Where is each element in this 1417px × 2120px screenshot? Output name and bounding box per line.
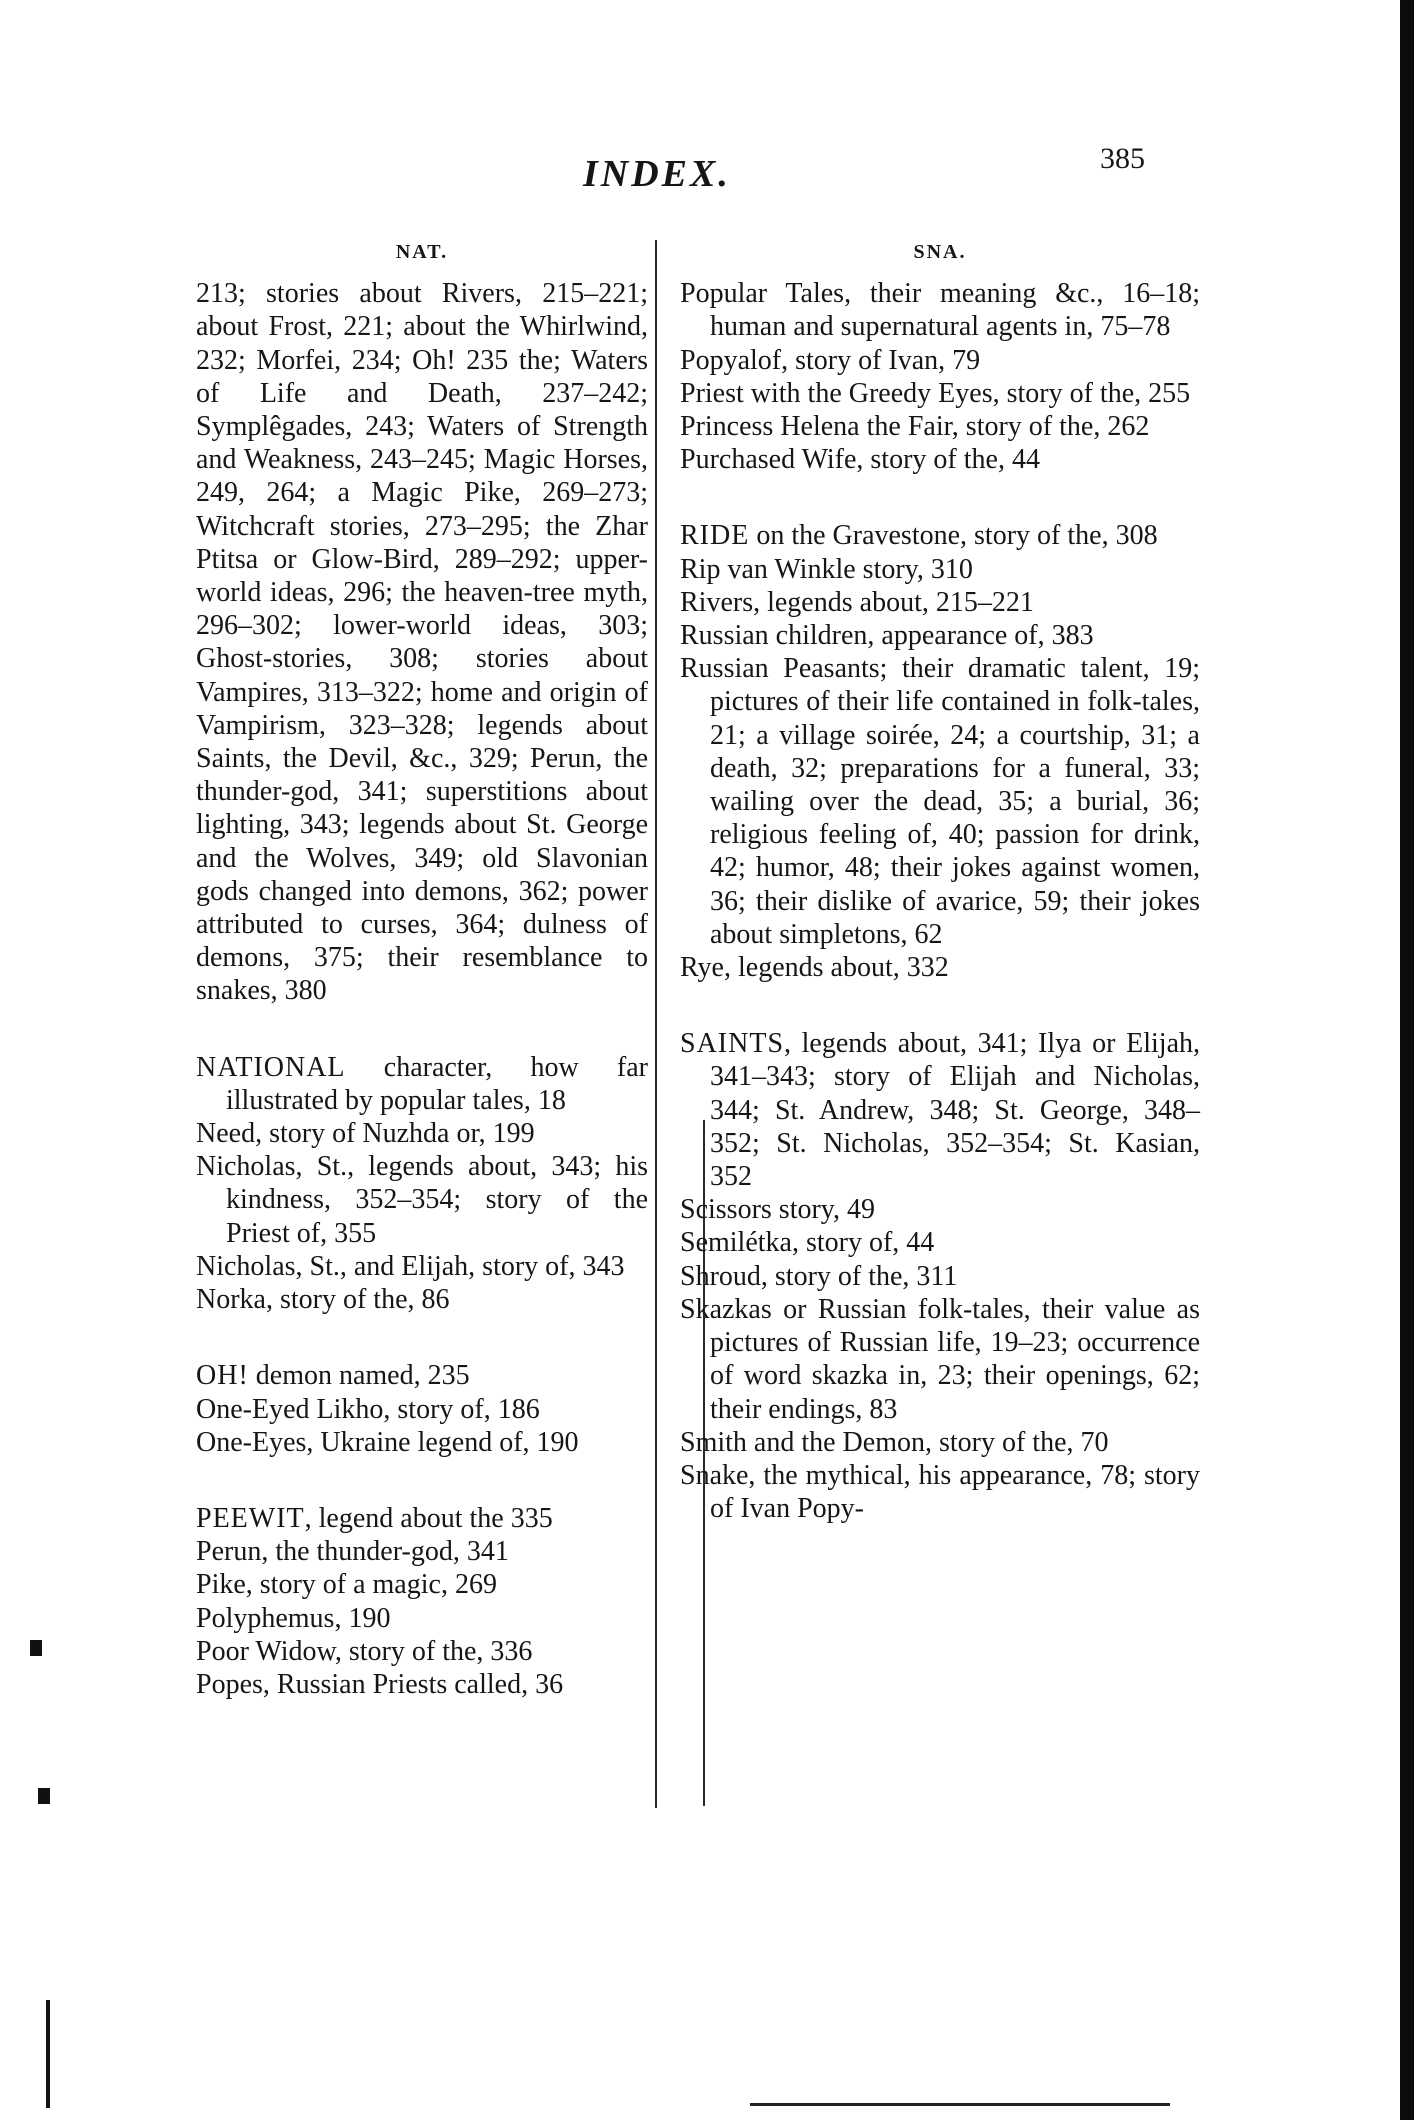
index-entry: Rip van Winkle story, 310 bbox=[680, 553, 973, 585]
index-entry: SAINTS, legends about, 341; Ilya or Elijah, 341–343; story of Elijah and Nicholas, 344; St. Andrew, 348; St. George, 348–352; St. Nicholas, 352–354; St. Kasian, 352 bbox=[680, 1028, 1200, 1193]
index-entry: One-Eyed Likho, story of, 186 bbox=[196, 1393, 540, 1425]
index-column-left bbox=[196, 236, 648, 1701]
index-entry: Rye, legends about, 332 bbox=[680, 952, 949, 984]
index-entry: Princess Helena the Fair, story of the, 262 bbox=[680, 411, 1150, 443]
index-entry: Russian Peasants; their dramatic talent, 19; pictures of their life contained in folk-tales, 21; a village soirée, 24; a courtship, 31; a death, 32; preparations for a funeral, 33; wailing over the dead, 35; a burial, 36; religious feeling of, 40; passion for drink, 42; humor, 48; their jokes against women, 36; their dislike of avarice, 59; their jokes about simpletons, 62 bbox=[680, 653, 1200, 950]
index-entry: Need, story of Nuzhda or, 199 bbox=[196, 1118, 535, 1150]
page-header bbox=[0, 136, 1417, 196]
continued-entry: 213; stories about Rivers, 215–221; about Frost, 221; about the Whirlwind, 232; Morfei, 234; Oh! 235 the; Waters of Life and Death, 237–242; Symplêgades, 243; Waters of Strength and Weakness, 243–245; Magic Horses, 249, 264; a Magic Pike, 269–273; Witchcraft stories, 273–295; the Zhar Ptitsa or Glow-Bird, 289–292; upper-world ideas, 296; the heaven-tree myth, 296–302; lower-world ideas, 303; Ghost-stories, 308; stories about Vampires, 313–322; home and origin of Vampirism, 323–328; legends about Saints, the Devil, &c., 329; Perun, the thunder-god, 341; superstitions about lighting, 343; legends about St. George and the Wolves, 349; old Slavonian gods changed into demons, 362; power attributed to curses, 364; dulness of demons, 375; their resemblance to snakes, 380 bbox=[196, 278, 648, 1007]
index-entry: Nicholas, St., and Elijah, story of, 343 bbox=[196, 1250, 625, 1282]
index-entry: Norka, story of the, 86 bbox=[196, 1284, 450, 1316]
column-head: SNA. bbox=[913, 241, 967, 263]
page-number: 385 bbox=[1100, 142, 1145, 175]
margin-stroke bbox=[46, 2000, 50, 2108]
index-section-r bbox=[680, 519, 1200, 984]
page-title: INDEX. bbox=[583, 153, 731, 195]
index-entry: Russian children, appearance of, 383 bbox=[680, 620, 1094, 652]
index-section-p bbox=[680, 277, 1200, 476]
index-entry: Scissors story, 49 bbox=[680, 1194, 875, 1226]
index-column-right bbox=[680, 236, 1200, 1525]
index-section-s bbox=[680, 1027, 1200, 1525]
column-head: NAT. bbox=[395, 241, 449, 263]
index-entry: Nicholas, St., legends about, 343; his kindness, 352–354; story of the Priest of, 355 bbox=[196, 1151, 648, 1249]
index-section-p bbox=[196, 1502, 648, 1701]
index-entry: Smith and the Demon, story of the, 70 bbox=[680, 1426, 1109, 1458]
index-entry: Poor Widow, story of the, 336 bbox=[196, 1635, 533, 1667]
index-entry: Perun, the thunder-god, 341 bbox=[196, 1536, 509, 1568]
index-entry: Priest with the Greedy Eyes, story of the, 255 bbox=[680, 377, 1191, 409]
margin-mark bbox=[38, 1788, 50, 1804]
index-entry: Skazkas or Russian folk-tales, their value as pictures of Russian life, 19–23; occurrence of word skazka in, 23; their openings, 62; their endings, 83 bbox=[680, 1293, 1200, 1425]
page-edge-shadow bbox=[1400, 0, 1414, 2120]
index-entry: Popular Tales, their meaning &c., 16–18; human and supernatural agents in, 75–78 bbox=[680, 278, 1200, 343]
index-entry: Semilétka, story of, 44 bbox=[680, 1227, 935, 1259]
index-section-o bbox=[196, 1359, 648, 1459]
index-entry: PEEWIT, legend about the 335 bbox=[196, 1502, 553, 1534]
index-entry: Polyphemus, 190 bbox=[196, 1602, 391, 1634]
index-entry: Shroud, story of the, 311 bbox=[680, 1260, 958, 1292]
index-entry: Snake, the mythical, his appearance, 78; story of Ivan Popy- bbox=[680, 1459, 1200, 1525]
index-entry: OH! demon named, 235 bbox=[196, 1360, 470, 1392]
index-entry: One-Eyes, Ukraine legend of, 190 bbox=[196, 1426, 579, 1458]
index-entry: Pike, story of a magic, 269 bbox=[196, 1569, 497, 1601]
column-divider bbox=[655, 240, 657, 1808]
margin-mark bbox=[30, 1640, 42, 1656]
index-entry: RIDE on the Gravestone, story of the, 308 bbox=[680, 520, 1158, 552]
index-entry: Popyalof, story of Ivan, 79 bbox=[680, 344, 981, 376]
index-section-n bbox=[196, 1051, 648, 1317]
index-entry: NATIONAL character, how far illustrated by popular tales, 18 bbox=[196, 1051, 648, 1116]
bottom-rule bbox=[750, 2103, 1170, 2106]
index-entry: Purchased Wife, story of the, 44 bbox=[680, 444, 1040, 476]
index-entry: Rivers, legends about, 215–221 bbox=[680, 586, 1034, 618]
index-entry: Popes, Russian Priests called, 36 bbox=[196, 1668, 564, 1700]
